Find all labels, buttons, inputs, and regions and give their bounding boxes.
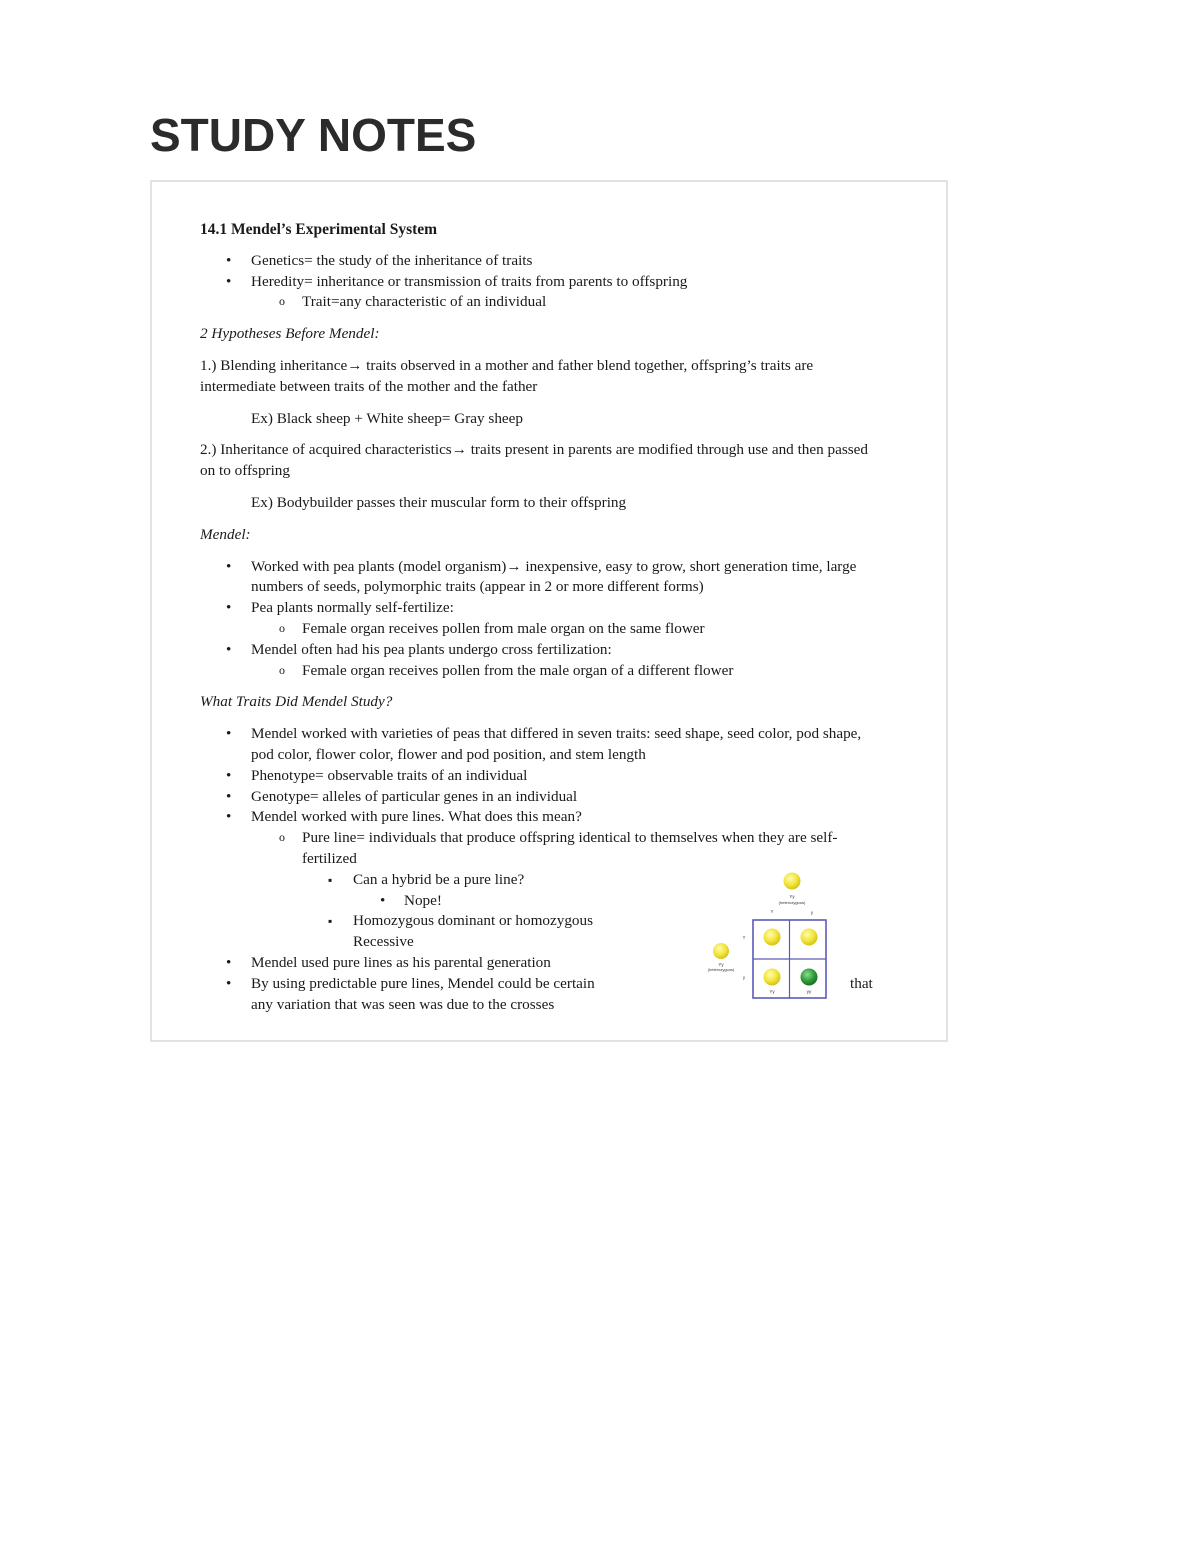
hypothesis-1-example: Ex) Black sheep + White sheep= Gray sheep xyxy=(251,409,523,427)
sub-list-item: o Female organ receives pollen from the male organ of a different flower xyxy=(200,661,870,682)
hybrid-block xyxy=(200,870,873,1016)
list-item: • Mendel used pure lines as his parental generation xyxy=(200,953,870,974)
hypothesis-2: 2.) Inheritance of acquired characteristics→ traits present in parents are modified through use and then passed on to offspring xyxy=(200,441,868,480)
list-item: • Mendel worked with varieties of peas that differed in seven traits: seed shape, seed color, pod shape, pod color, flower color, flower and pod position, and stem length xyxy=(200,724,870,766)
top-parent-sub: (heterozygous) xyxy=(778,899,806,905)
hypotheses-heading: 2 Hypotheses Before Mendel: xyxy=(200,325,380,343)
hypothesis-2-example: Ex) Bodybuilder passes their muscular form to their offspring xyxy=(251,493,627,511)
sub-sub-list-item: ▪ Homozygous dominant or homozygous Recessive xyxy=(200,911,628,953)
top-allele: y xyxy=(810,909,814,915)
notes-card xyxy=(150,180,948,1042)
list-item-text: By using predictable pure lines, Mendel could be certain xyxy=(251,974,595,992)
list-item: • Genetics= the study of the inheritance of traits xyxy=(200,251,870,272)
left-parent-label: Yy xyxy=(718,961,724,967)
top-allele: Y xyxy=(770,908,774,914)
list-item: • Genotype= alleles of particular genes in an individual xyxy=(200,787,870,808)
list-item-continuation: any variation that was seen was due to the crosses xyxy=(251,995,555,1013)
left-parent-pea xyxy=(713,943,729,959)
sub-sub-sub-list-item: • Nope! xyxy=(200,891,870,912)
list-item: • Worked with pea plants (model organism)→ inexpensive, easy to grow, short generation time, large numbers of seeds, polymorphic traits (appear in 2 or more different forms) xyxy=(200,557,870,599)
intro-list xyxy=(200,251,870,313)
traits-heading: What Traits Did Mendel Study? xyxy=(200,693,393,711)
offspring-pea-yellow xyxy=(764,928,781,945)
left-allele: Y xyxy=(742,934,746,940)
offspring-pea-yellow xyxy=(801,928,818,945)
sub-list-item: o Female organ receives pollen from male organ on the same flower xyxy=(200,619,870,640)
traits-list xyxy=(200,724,870,870)
document-body xyxy=(200,220,873,1015)
offspring-pea-green xyxy=(801,968,818,985)
list-item: • Heredity= inheritance or transmission of traits from parents to offspring xyxy=(200,272,870,293)
top-parent-pea xyxy=(784,872,801,889)
sub-sub-list-item: ▪ Can a hybrid be a pure line? xyxy=(200,870,870,891)
section-heading: 14.1 Mendel’s Experimental System xyxy=(200,221,438,238)
list-item-trailing-text: that xyxy=(850,974,873,992)
top-parent-label: Yy xyxy=(789,893,795,899)
mendel-list xyxy=(200,557,870,682)
list-item: • Mendel often had his pea plants undergo cross fertilization: xyxy=(200,640,870,661)
left-allele: y xyxy=(742,974,746,980)
sub-list-item: o Pure line= individuals that produce offspring identical to themselves when they are self-fertilized xyxy=(200,828,870,870)
list-item: • Phenotype= observable traits of an individual xyxy=(200,766,870,787)
offspring-genotype-label: yy xyxy=(806,988,812,994)
hypothesis-1: 1.) Blending inheritance→ traits observed in a mother and father blend together, offspring’s traits are intermediate between traits of the mother and the father xyxy=(200,356,814,395)
offspring-pea-yellow xyxy=(764,968,781,985)
mendel-heading: Mendel: xyxy=(200,525,251,543)
list-item: • Pea plants normally self-fertilize: xyxy=(200,598,870,619)
page-title: STUDY NOTES xyxy=(150,109,477,161)
offspring-genotype-label: Yy xyxy=(769,988,775,994)
sub-list-item: o Trait=any characteristic of an individual xyxy=(200,292,870,313)
left-parent-sub: (heterozygous) xyxy=(707,966,735,972)
list-item: • Mendel worked with pure lines. What does this mean? xyxy=(200,807,870,828)
punnett-square-figure xyxy=(700,871,830,1006)
